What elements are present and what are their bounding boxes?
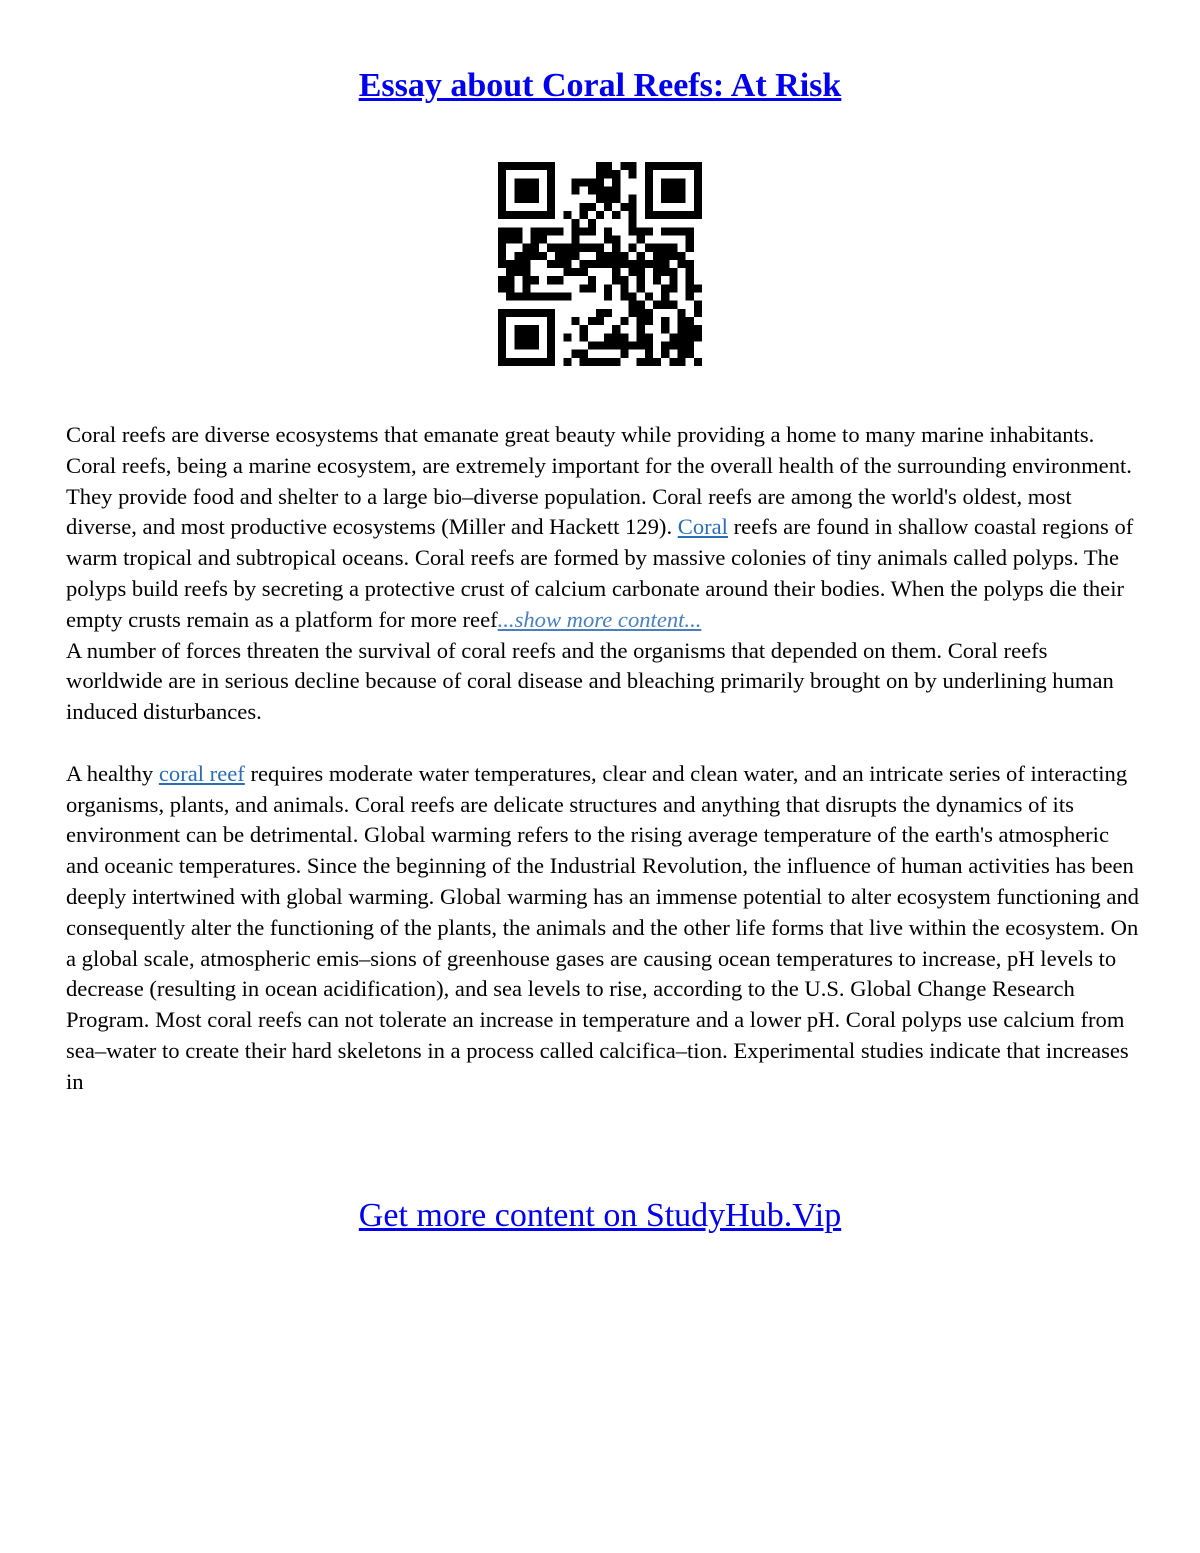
paragraph-2: [66, 759, 1146, 1098]
paragraph-1-text-a: Coral reefs are diverse ecosystems that emanate great beauty while providing a home to many marine inhabitants. Coral reefs, being a marine ecosystem, are extremely important for the overall health of the surrounding environment. They provide food and shelter to a large bio–diverse population. Coral reefs are among the world's oldest, most diverse, and most productive ecosystems (Miller and Hackett 129).: [66, 422, 1132, 540]
coral-reef-link[interactable]: coral reef: [158, 760, 245, 786]
qr-code-icon: [498, 162, 702, 366]
title-link[interactable]: Essay about Coral Reefs: At Risk: [358, 67, 842, 104]
paragraph-1-text-c: A number of forces threaten the survival of coral reefs and the organisms that depended on them. Coral reefs worldwide are in serious decline because of coral disease and bleaching primarily brought on by underlining human induced disturbances.: [66, 637, 1114, 725]
paragraph-1: [66, 420, 1146, 728]
paragraph-2-text-b: requires moderate water temperatures, clear and clean water, and an intricate series of interacting organisms, plants, and animals. Coral reefs are delicate structures and anything that disrupts the dynamics of its environment can be detrimental. Global warming refers to the rising average temperature of the earth's atmospheric and oceanic temperatures. Since the beginning of the Industrial Revolution, the influence of human activities has been deeply intertwined with global warming. Global warming has an immense potential to alter ecosystem functioning and consequently alter the functioning of the plants, the animals and the other life forms that live within the ecosystem. On a global scale, atmospheric emis–sions of greenhouse gases are causing ocean temperatures to increase, pH levels to decrease (resulting in ocean acidification), and sea levels to rise, according to the U.S. Global Change Research Program. Most coral reefs can not tolerate an increase in temperature and a lower pH. Coral polyps use calcium from sea–water to create their hard skeletons in a process called calcifica–tion. Experimental studies indicate that increases in: [66, 760, 1139, 1094]
coral-link[interactable]: Coral: [677, 514, 728, 540]
studyhub-link[interactable]: Get more content on StudyHub.Vip: [358, 1197, 842, 1234]
footer: [0, 1194, 1200, 1238]
paragraph-2-text-a: A healthy: [66, 760, 159, 786]
essay-body: [66, 420, 1146, 1098]
page-title: [0, 64, 1200, 108]
paragraph-1-text-b: reefs are found in shallow coastal regions of warm tropical and subtropical oceans. Coral reefs are formed by massive colonies of tiny animals called polyps. The polyps build reefs by secreting a protective crust of calcium carbonate around their bodies. When the polyps die their empty crusts remain as a platform for more reef: [66, 514, 1134, 632]
show-more-link[interactable]: ...show more content...: [497, 606, 702, 632]
